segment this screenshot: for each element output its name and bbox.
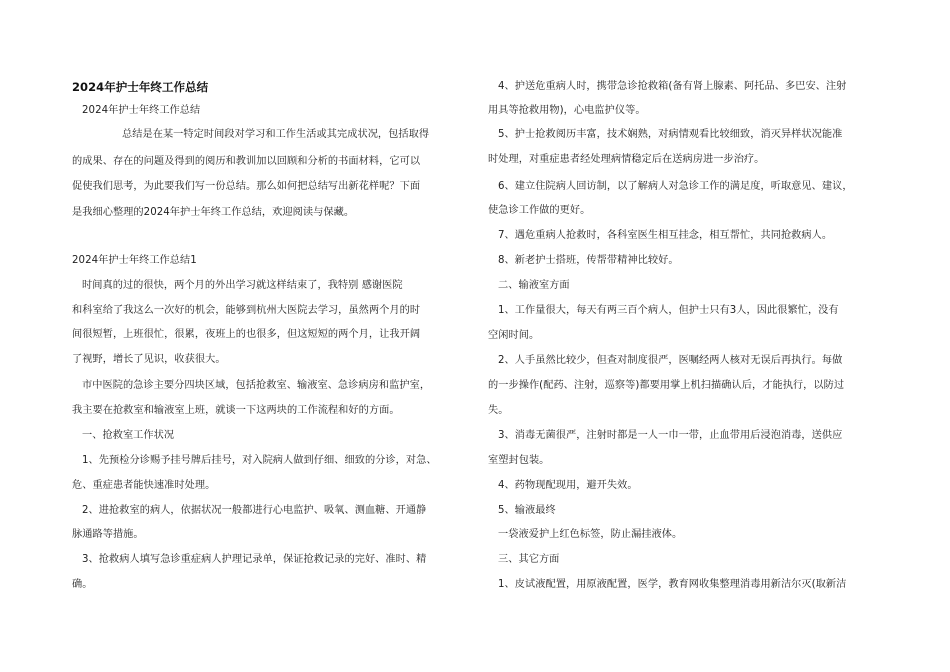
right_column-line: 用具等抢救用物)，心电监护仪等。 <box>488 105 646 116</box>
left_column-line: 间很短暂，上班很忙，很累，夜班上的也很多，但这短短的两个月，让我开阔 <box>72 329 421 340</box>
right_column-line: 时处理，对重症患者经处理病情稳定后在送病房进一步治疗。 <box>488 154 765 165</box>
left_column-line: 一、抢救室工作状况 <box>82 430 175 441</box>
right_column-line: 5、护士抢救阅历丰富，技术娴熟，对病情观看比较细致，消灭异样状况能准 <box>498 129 843 140</box>
right_column-line: 6、建立住院病人回访制，以了解病人对急诊工作的满足度，听取意见、建议， <box>498 181 853 192</box>
left_column-line: 了视野，增长了见识，收获很大。 <box>72 354 226 365</box>
right_column-line: 3、消毒无菌很严，注射时都是一人一巾一带，止血带用后浸泡消毒，送供应 <box>498 430 843 441</box>
right_column-line: 的一步操作(配药、注射，巡察等)都要用掌上机扫描确认后，才能执行，以防过 <box>488 380 845 391</box>
right_column-line: 7、遇危重病人抢救时，各科室医生相互挂念，相互帮忙，共同抢救病人。 <box>498 230 833 241</box>
right_column-line: 使急诊工作做的更好。 <box>488 205 591 216</box>
right_column-line: 二、输液室方面 <box>498 280 570 291</box>
right_column-line: 三、其它方面 <box>498 554 560 565</box>
right_column-line: 空闲时间。 <box>488 330 540 341</box>
left_column-line: 危、重症患者能快速准时处理。 <box>72 480 216 491</box>
right_column-line: 失。 <box>488 405 509 416</box>
left_column-line: 促使我们思考，为此要我们写一份总结。那么如何把总结写出新花样呢？下面 <box>72 181 421 192</box>
left_column-line: 总结是在某一特定时间段对学习和工作生活或其完成状况，包括取得 <box>122 129 430 140</box>
right_column-line: 4、药物现配现用，避开失效。 <box>498 480 638 491</box>
left_column-line: 确。 <box>72 579 93 590</box>
document-title: 2024年护士年终工作总结 <box>72 80 209 94</box>
left_column-line: 脉通路等措施。 <box>72 529 144 540</box>
right_column-line: 室塑封包装。 <box>488 455 550 466</box>
left_column-line: 是我细心整理的2024年护士年终工作总结，欢迎阅读与保藏。 <box>72 207 355 218</box>
left_column-line: 的成果、存在的问题及得到的阅历和教训加以回顾和分析的书面材料，它可以 <box>72 156 421 167</box>
left_column-line: 3、抢救病人填写急诊重症病人护理记录单，保证抢救记录的完好、准时、精 <box>82 554 427 565</box>
right_column-line: 8、新老护士搭班，传帮带精神比较好。 <box>498 255 679 266</box>
left_column-line: 时间真的过的很快，两个月的外出学习就这样结束了，我特别 感谢医院 <box>82 280 403 291</box>
right_column-line: 2、人手虽然比较少，但查对制度很严，医嘱经两人核对无误后再执行。每做 <box>498 355 843 366</box>
left_column-line: 1、先预检分诊赐予挂号牌后挂号，对入院病人做到仔细、细致的分诊，对急、 <box>82 455 437 466</box>
left_column-line: 2024年护士年终工作总结1 <box>72 255 197 266</box>
right_column-line: 4、护送危重病人时，携带急诊抢救箱(备有肾上腺素、阿托品、多巴安、注射 <box>498 81 847 92</box>
left_column-line: 2、进抢救室的病人，依据状况一般都进行心电监护、吸氧、测血糖、开通静 <box>82 505 427 516</box>
left_column-line: 我主要在抢救室和输液室上班，就谈一下这两块的工作流程和好的方面。 <box>72 405 400 416</box>
right_column-line: 1、工作量很大，每天有两三百个病人，但护士只有3人，因此很繁忙，没有 <box>498 305 839 316</box>
left_column-line: 和科室给了我这么一次好的机会，能够到杭州大医院去学习，虽然两个月的时 <box>72 305 421 316</box>
right_column-line: 5、输液最终 <box>498 505 556 516</box>
left_column-line: 市中医院的急诊主要分四块区域，包括抢救室、输液室、急诊病房和监护室， <box>82 380 431 391</box>
left_column-line: 2024年护士年终工作总结 <box>82 105 201 116</box>
right_column-line: 1、皮试液配置，用原液配置，医学，教育网收集整理消毒用新洁尔灭(取新洁 <box>498 579 847 590</box>
right_column-line: 一袋液爱护上红色标签，防止漏挂液体。 <box>498 529 683 540</box>
